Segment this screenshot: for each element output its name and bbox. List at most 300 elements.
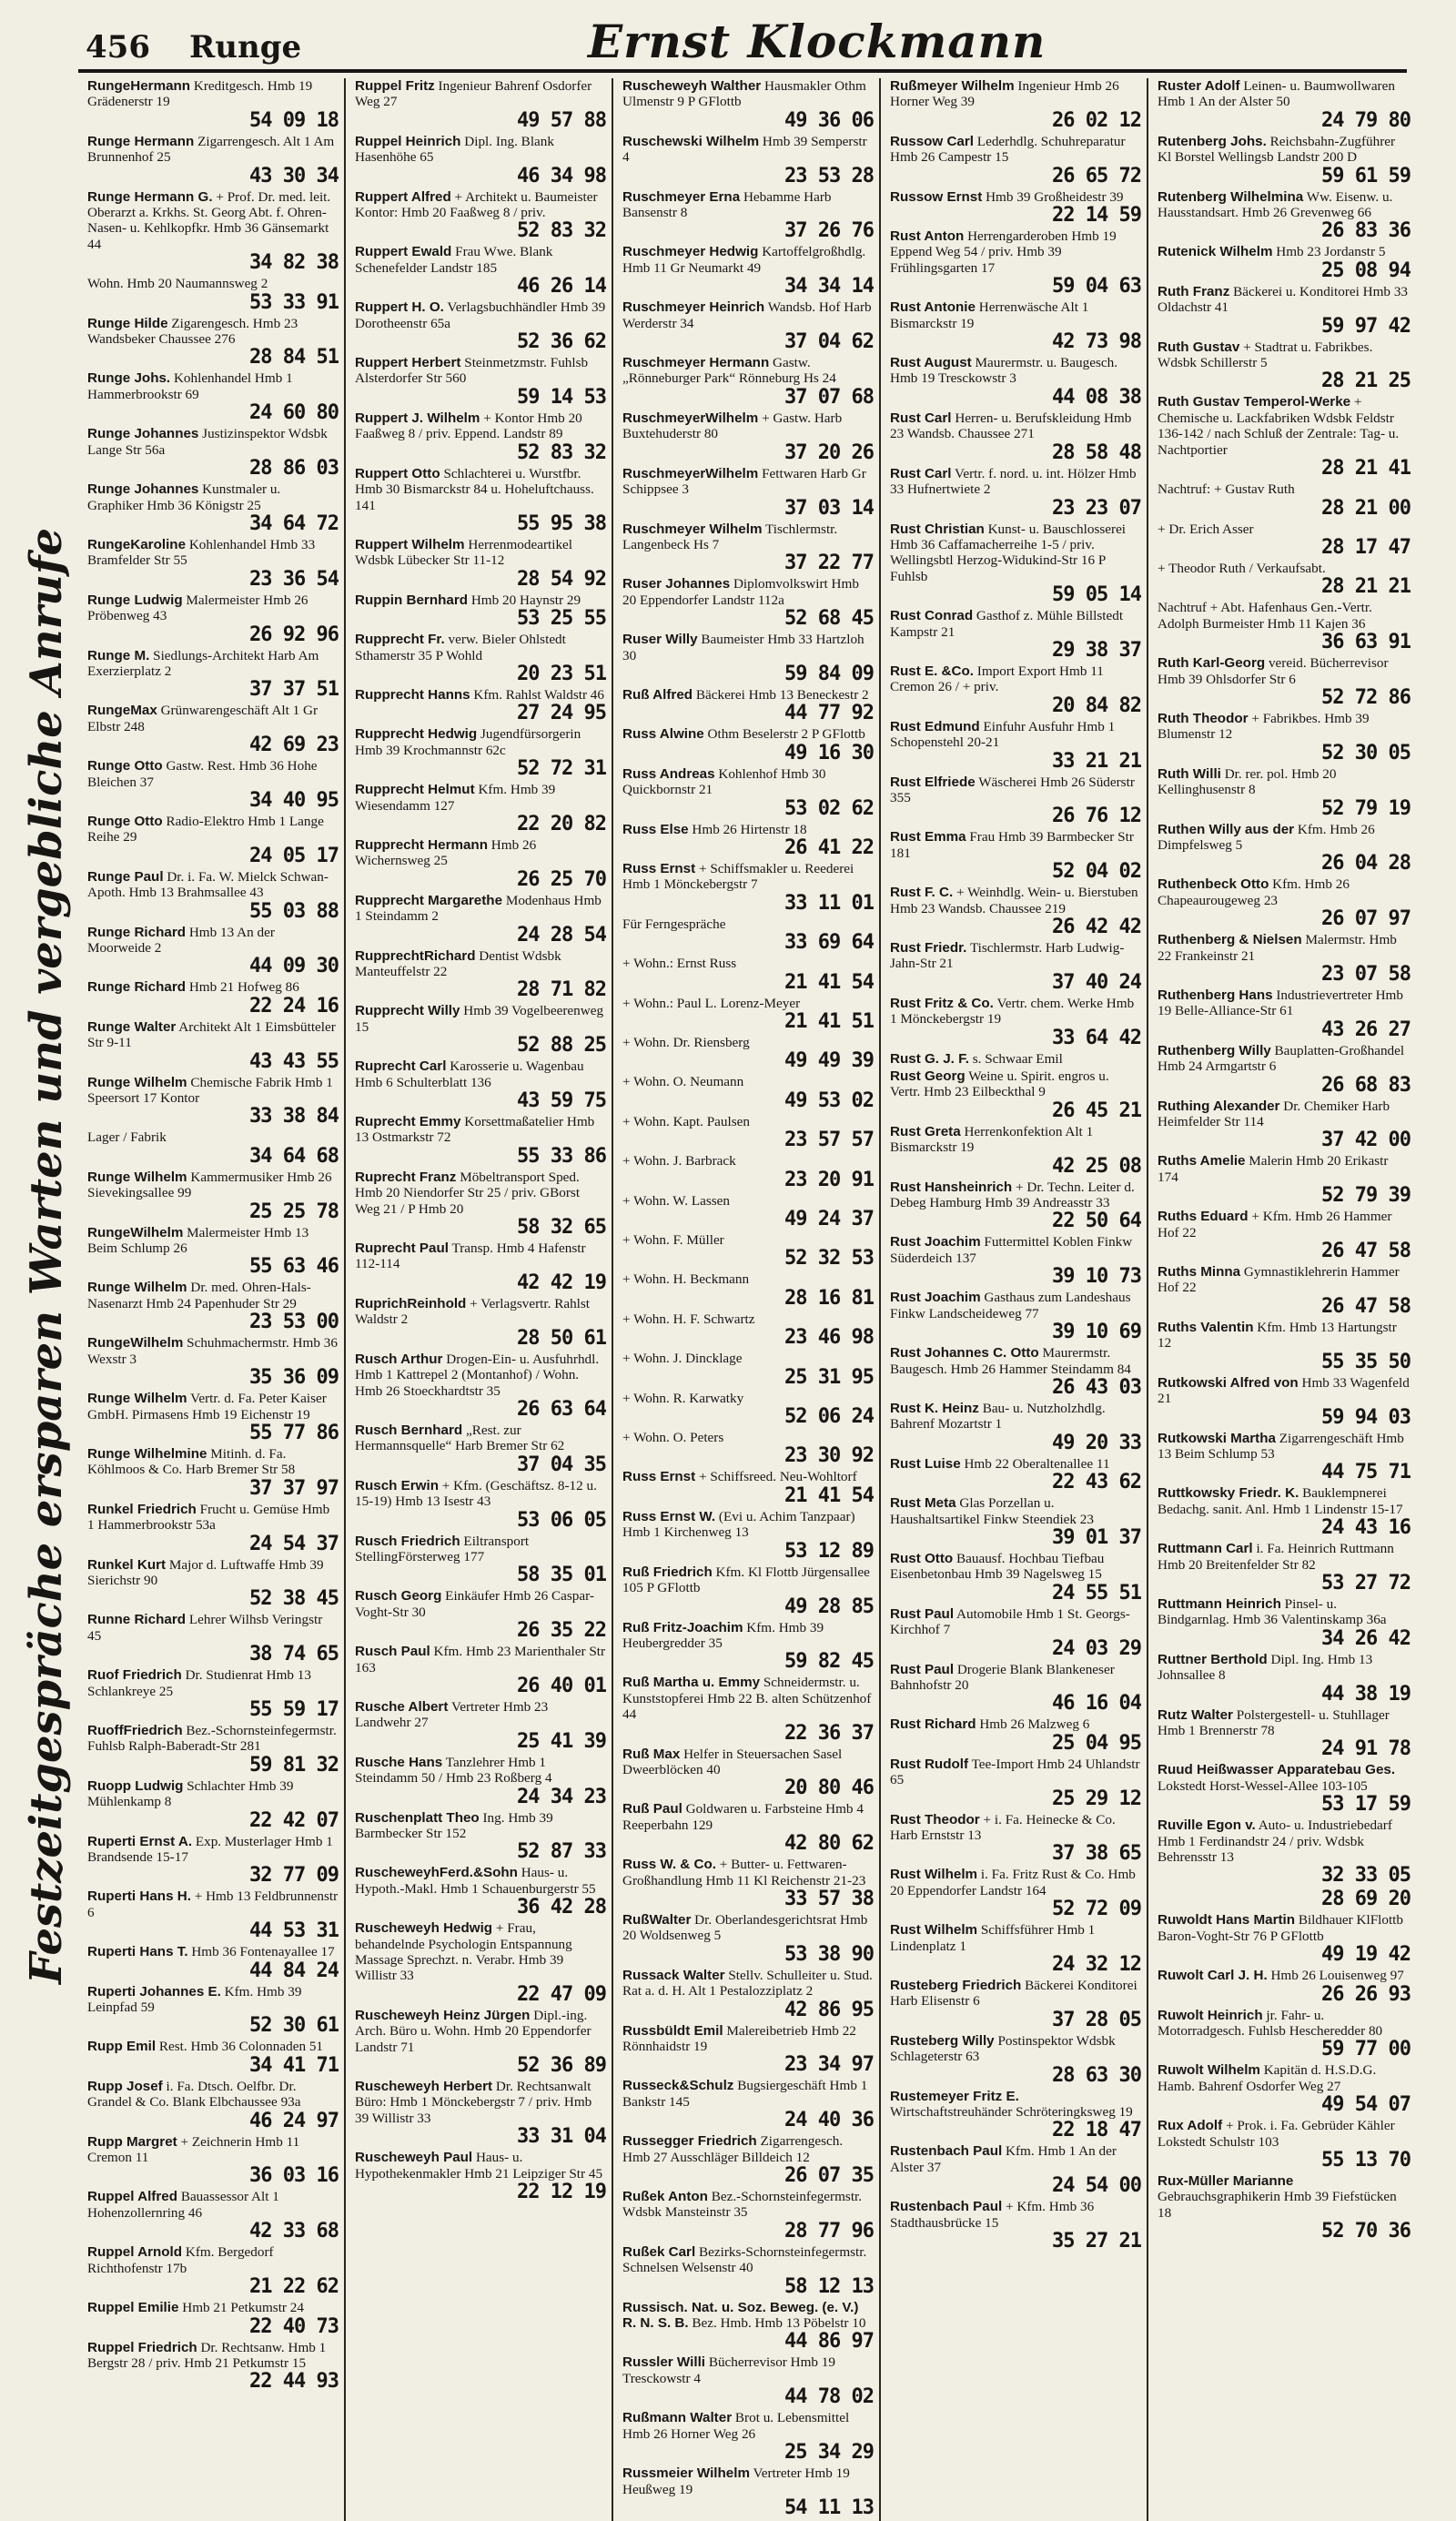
entry-phone: 28 86 03 <box>249 457 339 481</box>
directory-entry <box>355 355 606 409</box>
entry-details: Kfm. Hmb 39 Heubergredder 35 <box>622 1619 824 1651</box>
entry-phone: 29 38 37 <box>1052 638 1141 662</box>
entry-phone: 26 35 22 <box>517 1619 606 1643</box>
directory-entry <box>1158 521 1410 559</box>
entry-phone: 23 46 98 <box>784 1326 874 1350</box>
entry-phone: 52 38 45 <box>249 1587 339 1611</box>
directory-entry <box>355 1865 606 1919</box>
entry-details: Vertreter Hmb 23 Landwehr 27 <box>355 1698 549 1731</box>
directory-entry <box>355 1296 606 1350</box>
entry-name: Ruprecht Franz <box>355 1169 457 1185</box>
entry-phone: 39 10 73 <box>1052 1265 1141 1289</box>
entry-phone: 52 79 19 <box>1321 796 1410 820</box>
directory-entry <box>890 78 1141 132</box>
entry-phone: 23 53 00 <box>249 1311 339 1334</box>
entry-phone: 44 86 97 <box>784 2330 874 2354</box>
entry-name: Ruttner Berthold <box>1158 1651 1268 1667</box>
entry-name: Ruscheweyh Walther <box>622 78 762 94</box>
entry-phone: 22 14 59 <box>1052 204 1141 228</box>
entry-name: Ruth Gustav Temperol-Werke <box>1158 394 1351 410</box>
directory-entry <box>355 1240 606 1294</box>
directory-entry <box>890 1345 1141 1399</box>
entry-phone: 35 27 21 <box>1052 2230 1141 2253</box>
entry-phone: 22 50 64 <box>1052 1210 1141 1233</box>
directory-entry <box>355 837 606 891</box>
entry-name: Runge Wilhelm <box>87 1169 187 1185</box>
entry-phone: 25 29 12 <box>1052 1787 1141 1810</box>
directory-entry <box>1158 1817 1410 1887</box>
entry-phone: 24 54 00 <box>1052 2174 1141 2198</box>
directory-entry <box>87 78 339 132</box>
entry-phone: 35 36 09 <box>249 1366 339 1390</box>
entry-phone: 59 04 63 <box>1052 275 1141 299</box>
entry-details: Kohlenhof Hmb 30 Quickbornstr 21 <box>622 765 826 798</box>
entry-details: + Theodor Ruth / Verkaufsabt. <box>1158 560 1326 576</box>
entry-phone: 28 21 21 <box>1321 575 1410 599</box>
entry-phone: 55 63 46 <box>249 1255 339 1279</box>
entry-details: Zigarrengesch. Alt 1 Am Brunnenhof 25 <box>87 133 335 166</box>
entry-details: + Wohn. R. Karwatky <box>622 1390 744 1406</box>
entry-name: Rust Anton <box>890 228 965 245</box>
entry-phone: 23 34 97 <box>784 2053 874 2077</box>
entry-details: Herrenmodeartikel Wdsbk Lübecker Str 11-12 <box>355 536 573 569</box>
directory-entry <box>890 885 1141 938</box>
entry-details: Kunstmaler u. Graphiker Hmb 36 Königstr 25 <box>87 481 281 513</box>
entry-phone: 46 34 98 <box>517 164 606 187</box>
entry-details: Bauassessor Alt 1 Hohenzollernring 46 <box>87 2189 279 2221</box>
entry-name: Ruscheweyh Hedwig <box>355 1920 493 1937</box>
entry-phone: 54 09 18 <box>249 108 339 132</box>
directory-entry <box>890 1495 1141 1549</box>
directory-entry <box>1158 1652 1410 1706</box>
entry-name: Ruprecht Emmy <box>355 1114 461 1130</box>
directory-entry <box>87 814 339 867</box>
entry-name: Rust Fritz & Co. <box>890 995 994 1011</box>
entry-name: Russ Andreas <box>622 765 715 782</box>
directory-entry <box>1158 1912 1410 1966</box>
entry-phone: 43 43 55 <box>249 1049 339 1073</box>
directory-entry <box>355 893 606 947</box>
entry-name: Ruschmeyer Erna <box>622 188 741 205</box>
entry-details: Hausmakler Othm Ulmenstr 9 P GFlottb <box>622 78 866 110</box>
directory-entry <box>890 1290 1141 1343</box>
entry-details: Helfer in Steuersachen Sasel Dweerblöcken 40 <box>622 1746 843 1777</box>
entry-details: Dipl. Ing. Hmb 13 Johnsallee 8 <box>1158 1651 1373 1684</box>
entry-name: Russbüldt Emil <box>622 2022 723 2039</box>
directory-entry <box>355 1588 606 1642</box>
entry-phone: 53 02 62 <box>784 796 874 820</box>
directory-entry <box>890 775 1141 828</box>
entry-name: Rutenberg Johs. <box>1158 133 1267 149</box>
directory-entry <box>87 703 339 756</box>
entry-phone: 20 80 46 <box>784 1777 874 1800</box>
entry-name: Rupprecht Hanns <box>355 686 470 703</box>
entry-details: + Schiffsreed. Neu-Wohltorf <box>698 1469 857 1485</box>
entry-phone: 23 30 92 <box>784 1444 874 1468</box>
entry-details: Vertr. d. Fa. Peter Kaiser GmbH. Pirmasens Hmb 19 Eichenstr 19 <box>87 1391 327 1422</box>
entry-name: RungeWilhelm <box>87 1335 184 1352</box>
entry-details: Tischlermstr. Harb Ludwig-Jahn-Str 21 <box>890 940 1125 972</box>
entry-phone: 52 36 62 <box>517 330 606 354</box>
entry-phone: 24 79 80 <box>1321 108 1410 132</box>
entry-details: Kammermusiker Hmb 26 Sievekingsallee 99 <box>87 1169 332 1201</box>
entry-name: Rust Meta <box>890 1495 956 1512</box>
entry-name: Russler Willi <box>622 2354 706 2371</box>
entry-phone: 52 83 32 <box>517 440 606 464</box>
entry-details: + Wohn.: Paul L. Lorenz-Meyer <box>622 995 801 1011</box>
entry-name: Russmeier Wilhelm <box>622 2465 750 2482</box>
entry-details: Import Export Hmb 11 Cremon 26 / + priv. <box>890 663 1104 695</box>
entry-name: Rust Georg <box>890 1068 966 1085</box>
entry-name: Ruschewski Wilhelm <box>622 133 760 149</box>
entry-details: Wäscherei Hmb 26 Süderstr 355 <box>890 774 1135 805</box>
directory-entry <box>355 410 606 464</box>
directory-entry <box>87 1446 339 1500</box>
entry-details: Leinen- u. Baumwollwaren Hmb 1 An der Alster 50 <box>1158 78 1395 110</box>
entry-details: Drogen-Ein- u. Ausfuhrhdl. Hmb 1 Kattrepel 2 (Montanhof) / Wohn. Hmb 26 Stoeckhardtstr 35 <box>355 1351 600 1399</box>
entry-phone: 37 37 51 <box>249 678 339 702</box>
directory-entry <box>1158 766 1410 820</box>
entry-details: Frucht u. Gemüse Hmb 1 Hammerbrookstr 53a <box>87 1501 330 1534</box>
entry-name: Rust G. J. F. <box>890 1050 969 1067</box>
entry-details: + Weinhdlg. Wein- u. Bierstuben Hmb 23 Wandsb. Chaussee 219 <box>890 885 1138 916</box>
directory-entry <box>622 1509 874 1563</box>
entry-phone: 28 69 20 <box>1321 1888 1410 1911</box>
entry-phone: 25 41 39 <box>517 1729 606 1753</box>
directory-entry <box>622 1035 874 1072</box>
directory-entry <box>890 2089 1141 2142</box>
entry-details: + Verlagsvertr. Rahlst Waldstr 2 <box>355 1295 591 1328</box>
directory-entry <box>622 996 874 1033</box>
entry-details: Wohn. Hmb 20 Naumannsweg 2 <box>87 276 268 292</box>
entry-phone: 22 20 82 <box>517 812 606 835</box>
entry-name: Russegger Friedrich <box>622 2133 757 2150</box>
entry-details: i. Fa. Heinrich Ruttmann Hmb 20 Breitenfelder Str 82 <box>1158 1541 1394 1573</box>
entry-name: Runne Richard <box>87 1612 187 1628</box>
entry-details: Nachtruf + Abt. Hafenhaus Gen.-Vertr. Adolph Burmeister Hmb 11 Kajen 36 <box>1158 600 1372 632</box>
entry-phone: 37 38 65 <box>1052 1842 1141 1866</box>
entry-name: Rutz Walter <box>1158 1706 1233 1723</box>
entry-phone: 24 43 16 <box>1321 1516 1410 1540</box>
entry-details: + Stadtrat u. Fabrikbes. Wdsbk Schillerstr 5 <box>1158 339 1373 371</box>
entry-name: Ruthenbeck Otto <box>1158 876 1269 893</box>
entry-phone: 55 03 88 <box>249 899 339 923</box>
entry-phone: 26 42 42 <box>1052 916 1141 938</box>
entry-name: Runge Wilhelmine <box>87 1445 207 1462</box>
entry-details: Verlagsbuchhändler Hmb 39 Dorotheenstr 65a <box>355 299 606 331</box>
directory-entry <box>1158 1596 1410 1650</box>
entry-phone: 34 64 68 <box>249 1144 339 1168</box>
entry-phone: 53 27 72 <box>1321 1571 1410 1595</box>
entry-phone: 28 58 48 <box>1052 440 1141 464</box>
directory-entry <box>1158 284 1410 338</box>
entry-name: Rust Wilhelm <box>890 1867 978 1883</box>
entry-details: Chemische Fabrik Hmb 1 Speersort 17 Kontor <box>87 1074 333 1107</box>
entry-details: Hmb 39 Semperstr 4 <box>622 133 867 166</box>
directory-entry <box>622 1351 874 1388</box>
entry-name: Russisch. Nat. u. Soz. Beweg. (e. V.) R. N. S. B. <box>622 2299 859 2332</box>
entry-name: Russow Ernst <box>890 188 983 205</box>
entry-details: Automobile Hmb 1 St. Georgs-Kirchhof 7 <box>890 1605 1130 1638</box>
entry-details: Herrengarderoben Hmb 19 Eppend Weg 54 / priv. Hmb 39 Frühlingsgarten 17 <box>890 228 1117 276</box>
directory-entry <box>355 1058 606 1112</box>
entry-phone: 23 07 58 <box>1321 963 1410 986</box>
entry-name: Ruser Johannes <box>622 576 731 592</box>
entry-phone: 55 13 70 <box>1321 2149 1410 2172</box>
entry-details: Siedlungs-Architekt Harb Am Exerzierplatz 2 <box>87 647 319 679</box>
entry-name: Rupp Emil <box>87 2039 157 2055</box>
directory-entry <box>87 1019 339 1073</box>
entry-name: Rust Friedr. <box>890 940 967 956</box>
entry-details: Bugsiergeschäft Hmb 1 Bankstr 145 <box>622 2078 868 2110</box>
directory-entry <box>622 916 874 954</box>
entry-details: + Wohn.: Ernst Russ <box>622 956 737 972</box>
entry-name: Rust Rudolf <box>890 1756 969 1772</box>
entry-name: Ruser Willy <box>622 632 698 648</box>
entry-phone: 52 04 02 <box>1052 860 1141 884</box>
directory-entry <box>1158 561 1410 598</box>
entry-details: Tee-Import Hmb 24 Uhlandstr 65 <box>890 1756 1140 1788</box>
entry-name: Ruppin Bernhard <box>355 592 469 608</box>
directory-entry <box>87 925 339 978</box>
directory-entry <box>1158 655 1410 709</box>
entry-phone: 49 24 37 <box>784 1208 874 1231</box>
directory-column <box>87 78 346 2521</box>
entry-name: Ruster Adolf <box>1158 78 1240 94</box>
entry-name: Ruppert H. O. <box>355 299 444 316</box>
directory-entry <box>355 244 606 298</box>
entry-details: + i. Fa. Heinecke & Co. Harb Ernststr 13 <box>890 1811 1116 1843</box>
entry-phone: 24 55 51 <box>1052 1581 1141 1605</box>
entry-phone: 46 16 04 <box>1052 1692 1141 1716</box>
entry-name: Russ W. & Co. <box>622 1857 716 1873</box>
directory-entry <box>622 2189 874 2243</box>
entry-phone: 49 54 07 <box>1321 2093 1410 2117</box>
entry-phone: 39 10 69 <box>1052 1321 1141 1344</box>
directory-entry <box>87 2244 339 2298</box>
entry-details: Hmb 26 Louisenweg 97 <box>1270 1968 1404 1984</box>
entry-details: jr. Fahr- u. Motorradgesch. Fuhlsb Hescheredder 80 <box>1158 2007 1383 2040</box>
entry-details: Gebrauchsgraphikerin Hmb 39 Fiefstücken 18 <box>1158 2189 1397 2221</box>
directory-entry <box>890 355 1141 409</box>
entry-phone: 28 21 25 <box>1321 370 1410 393</box>
directory-entry <box>1158 1888 1410 1910</box>
entry-name: Rust Joachim <box>890 1290 981 1306</box>
entry-phone: 36 63 91 <box>1321 631 1410 654</box>
entry-phone: 53 38 90 <box>784 1942 874 1966</box>
entry-details: Stellv. Schulleiter u. Stud. Rat a. d. H. Alt 1 Pestalozziplatz 2 <box>622 1967 873 2000</box>
entry-phone: 42 86 95 <box>784 1998 874 2021</box>
entry-phone: 22 44 93 <box>249 2370 339 2394</box>
entry-details: „Rest. zur Hermannsquelle“ Harb Bremer Str 62 <box>355 1422 565 1454</box>
entry-name: RuschmeyerWilhelm <box>622 410 759 426</box>
directory-entry <box>622 1912 874 1966</box>
directory-entry <box>622 244 874 298</box>
entry-details: Einfuhr Ausfuhr Hmb 1 Schopenstehl 20-21 <box>890 718 1116 751</box>
directory-entry <box>87 2300 339 2337</box>
entry-phone: 34 82 38 <box>249 251 339 275</box>
entry-name: Rupprecht Hermann <box>355 836 488 853</box>
directory-entry <box>622 1675 874 1744</box>
directory-entry <box>890 1051 1141 1067</box>
entry-name: Ruprecht Paul <box>355 1240 449 1257</box>
entry-phone: 37 07 68 <box>784 385 874 409</box>
directory-entry <box>622 1857 874 1910</box>
entry-phone: 37 22 77 <box>784 552 874 575</box>
entry-phone: 49 20 33 <box>1052 1431 1141 1454</box>
entry-name: Rusch Paul <box>355 1644 430 1660</box>
entry-phone: 52 83 32 <box>517 219 606 243</box>
entry-name: Ruville Egon v. <box>1158 1817 1256 1834</box>
entry-name: Rust Paul <box>890 1661 955 1677</box>
entry-phone: 43 59 75 <box>517 1089 606 1113</box>
directory-entry <box>355 1169 606 1239</box>
directory-entry <box>355 1644 606 1697</box>
entry-phone: 28 50 61 <box>517 1326 606 1350</box>
directory-entry <box>87 276 339 313</box>
directory-entry <box>87 1778 339 1832</box>
entry-phone: 25 04 95 <box>1052 1731 1141 1755</box>
entry-phone: 34 34 14 <box>784 275 874 299</box>
entry-phone: 20 84 82 <box>1052 694 1141 717</box>
entry-details: Herrenkonfektion Alt 1 Bismarckstr 19 <box>890 1123 1094 1156</box>
directory-entry <box>1158 1320 1410 1373</box>
entry-details: Bezirks-Schornsteinfegermstr. Schnelsen Welsenstr 40 <box>622 2243 867 2276</box>
entry-phone: 52 88 25 <box>517 1034 606 1058</box>
entry-phone: 42 33 68 <box>249 2220 339 2243</box>
entry-phone: 58 35 01 <box>517 1564 606 1587</box>
directory-entry <box>622 1968 874 2021</box>
entry-details: Dr. Oberlandesgerichtsrat Hmb 20 Woldsenweg 5 <box>622 1911 868 1944</box>
entry-name: Rusteberg Willy <box>890 2032 995 2049</box>
entry-phone: 38 74 65 <box>249 1643 339 1666</box>
directory-entry <box>890 940 1141 994</box>
entry-phone: 26 65 72 <box>1052 164 1141 187</box>
entry-details: Bücherrevisor Hmb 19 Tresckowstr 4 <box>622 2354 835 2386</box>
entry-phone: 37 04 35 <box>517 1453 606 1476</box>
entry-details: Bez.-Schornsteinfegermstr. Wdsbk Mansteinstr 35 <box>622 2189 863 2221</box>
entry-details: Gasthaus zum Landeshaus Finkw Landscheideweg 77 <box>890 1290 1131 1321</box>
entry-name: Rust Johannes C. Otto <box>890 1345 1039 1362</box>
entry-name: Rupp Margret <box>87 2133 177 2150</box>
directory-entry <box>890 2143 1141 2197</box>
entry-details: + Wohn. J. Dincklage <box>622 1351 743 1367</box>
directory-entry <box>87 2039 339 2076</box>
entry-phone: 34 40 95 <box>249 788 339 812</box>
entry-details: Kohlenhandel Hmb 1 Hammerbrookstr 69 <box>87 370 293 402</box>
entry-name: Ruth Franz <box>1158 283 1230 299</box>
entry-details: Hmb 39 Großheidestr 39 <box>986 188 1124 205</box>
entry-details: Karosserie u. Wagenbau Hmb 6 Schulterblatt 136 <box>355 1058 584 1090</box>
entry-details: Fettwaren Harb Gr Schippsee 3 <box>622 465 866 498</box>
directory-entry <box>355 1755 606 1808</box>
entry-details: Brot u. Lebensmittel Hmb 26 Horner Weg 26 <box>622 2410 850 2442</box>
entry-details: Zigarrengeschäft Hmb 13 Beim Schlump 53 <box>1158 1430 1404 1462</box>
directory-entry <box>87 1391 339 1444</box>
directory-entry <box>1158 1099 1410 1152</box>
entry-details: Othm Beselerstr 2 P GFlottb <box>707 726 865 743</box>
entry-details: Jugendfürsorgerin Hmb 39 Krochmannstr 62c <box>355 726 581 758</box>
entry-phone: 28 21 41 <box>1321 457 1410 481</box>
entry-name: Rutkowski Alfred von <box>1158 1374 1299 1391</box>
entry-details: Bez.-Schornsteinfegermstr. Fuhlsb Ralph-Baberadt-Str 281 <box>87 1722 337 1755</box>
entry-phone: 52 06 24 <box>784 1405 874 1429</box>
entry-details: Schlachterei u. Wurstfbr. Hmb 30 Bismarckstr 84 u. Hoheluftchauss. 141 <box>355 465 594 513</box>
entry-phone: 53 25 55 <box>517 607 606 631</box>
entry-details: Malermeister Hmb 13 Beim Schlump 26 <box>87 1224 309 1257</box>
entry-name: Runge Walter <box>87 1018 177 1035</box>
entry-details: Nachtruf: + Gustav Ruth <box>1158 481 1295 498</box>
entry-name: Runge Johannes <box>87 426 199 442</box>
entry-name: Rux-Müller Marianne <box>1158 2173 1294 2190</box>
entry-details: Vertr. f. nord. u. int. Hölzer Hmb 33 Hufnertwiete 2 <box>890 465 1137 498</box>
directory-entry <box>355 2150 606 2203</box>
directory-entry <box>622 1311 874 1349</box>
entry-phone: 55 35 50 <box>1321 1350 1410 1373</box>
entry-details: vereid. Bücherrevisor Hmb 39 Ohlsdorfer Str 6 <box>1158 655 1389 687</box>
entry-name: Ruppel Alfred <box>87 2189 178 2205</box>
running-head: Runge <box>189 29 302 66</box>
entry-details: Dentist Wdsbk Manteuffelstr 22 <box>355 947 561 979</box>
entry-phone: 28 77 96 <box>784 2219 874 2243</box>
entry-details: Hmb 36 Fontenayallee 17 <box>191 1944 335 1960</box>
directory-entry <box>87 979 339 1017</box>
entry-name: Runge Otto <box>87 758 163 775</box>
entry-phone: 28 17 47 <box>1321 535 1410 559</box>
entry-phone: 49 53 02 <box>784 1088 874 1112</box>
directory-entry <box>355 537 606 591</box>
entry-details: Wandsb. Hof Harb Werderstr 34 <box>622 299 872 331</box>
directory-entry <box>1158 1153 1410 1207</box>
entry-name: Ruth Willi <box>1158 765 1221 782</box>
directory-entry <box>355 1699 606 1753</box>
entry-details: Hmb 33 Wagenfeld 21 <box>1158 1374 1410 1407</box>
entry-details: Transp. Hmb 4 Hafenstr 112-114 <box>355 1240 586 1272</box>
entry-details: (Evi u. Achim Tanzpaar) Hmb 1 Kirchenweg 13 <box>622 1508 855 1541</box>
directory-entry <box>890 1716 1141 1754</box>
directory-entry <box>622 189 874 243</box>
directory-entry <box>87 1225 339 1279</box>
directory-entry <box>890 1922 1141 1976</box>
directory-entry <box>87 648 339 702</box>
entry-details: Kfm. Rahlst Waldstr 46 <box>473 686 604 703</box>
entry-phone: 28 16 81 <box>784 1286 874 1310</box>
entry-name: Ruppel Emilie <box>87 2300 179 2316</box>
entry-phone: 28 71 82 <box>517 978 606 1002</box>
entry-name: Rusch Arthur <box>355 1351 443 1367</box>
entry-phone: 24 60 80 <box>249 401 339 425</box>
entry-details: + Kfm. Hmb 36 Stadthausbrücke 15 <box>890 2199 1095 2231</box>
entry-name: Ruof Friedrich <box>87 1667 182 1684</box>
entry-name: Ruth Theodor <box>1158 710 1249 726</box>
entry-phone: 22 47 09 <box>517 1982 606 2006</box>
entry-phone: 55 59 17 <box>249 1697 339 1721</box>
entry-details: Hmb 26 Hirtenstr 18 <box>692 821 807 837</box>
entry-details: + Wohn. O. Neumann <box>622 1074 744 1090</box>
entry-name: Runge Johannes <box>87 481 199 498</box>
entry-name: Rupprecht Margarethe <box>355 892 503 908</box>
entry-details: Kfm. Hmb 39 Wiesendamm 127 <box>355 782 556 814</box>
entry-name: RuprichReinhold <box>355 1295 467 1311</box>
entry-details: Mitinh. d. Fa. Köhlmoos & Co. Harb Bremer Str 58 <box>87 1445 296 1478</box>
directory-entry <box>622 299 874 353</box>
entry-phone: 58 12 13 <box>784 2274 874 2298</box>
entry-name: Ruttmann Heinrich <box>1158 1595 1281 1612</box>
entry-name: RungeHermann <box>87 78 191 94</box>
entry-name: Ruppert Alfred <box>355 188 451 205</box>
entry-phone: 24 40 36 <box>784 2109 874 2132</box>
directory-entry <box>355 1422 606 1476</box>
